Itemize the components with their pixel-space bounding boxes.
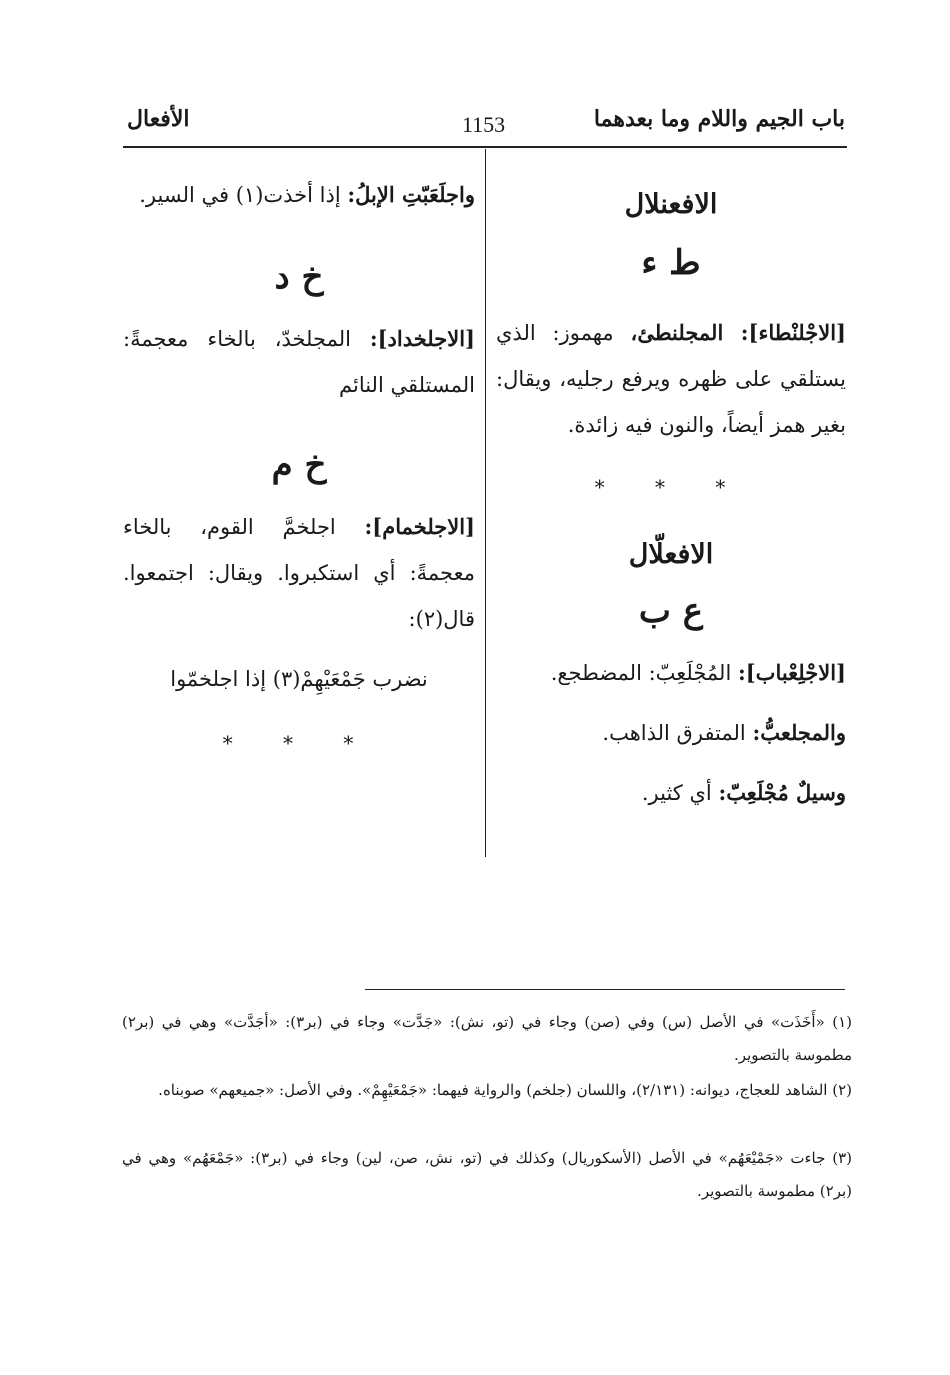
root-heading-ta-hamza: ط ء — [641, 243, 701, 283]
entry-definition: المُجْلَعِبّ: المضطجع. — [550, 661, 732, 685]
entry-definition: المجلخدّ، بالخاء معجمةً: المستلقي النائم — [123, 327, 475, 397]
root-heading-kha-dal: خ د — [274, 257, 324, 297]
root-heading-kha-mim: خ م — [271, 445, 327, 485]
entry-definition: إذا أخذت(١) في السير. — [139, 183, 341, 207]
entry-ijlikhdad — [123, 316, 475, 408]
right-column — [496, 182, 846, 816]
entry-headword: [الاجلخمام]: — [364, 514, 475, 539]
section-title-ifillal: الافعلّال — [628, 539, 714, 570]
entry-definition: اجلخمَّ القوم، بالخاء معجمةً: أي استكبروا. ويقال: اجتمعوا. قال(٢): — [123, 515, 475, 631]
root-heading-ain-ba: ع ب — [638, 591, 704, 631]
page-number: 1153 — [462, 112, 506, 137]
entry-headword: والمجلعبُّ: — [752, 720, 846, 745]
separator-stars: * * * — [222, 731, 376, 755]
entry-headword: [الاجلخداد]: — [369, 326, 475, 351]
separator-stars: * * * — [594, 475, 748, 499]
header-rule — [123, 146, 847, 148]
section-title-ifinlal: الافعنلال — [624, 189, 718, 220]
entry-headword: وسيلٌ مُجْلَعِبّ: — [718, 780, 846, 805]
chapter-heading: باب الجيم واللام وما بعدهما — [593, 106, 845, 132]
entry-sayl-mujlaib — [496, 770, 846, 816]
entry-definition: المتفرق الذاهب. — [602, 721, 746, 745]
entry-definition: أي كثير. — [641, 781, 712, 805]
entry-headword: [الاجْلِعْباب]: — [737, 660, 846, 685]
footnote-1: (١) «أَخَذَت» في الأصل (س) وفي (صن) وجاء في (تو، نش): «جَدَّت» وجاء في (بر٣): «أجَدَّت» وهي في (بر٢) مطموسة بالتصوير. — [122, 1013, 852, 1064]
entry-definition: مهموز: الذي يستلقي على ظهره ويرفع رجليه، ويقال: بغير همز أيضاً، والنون فيه زائدة. — [496, 321, 846, 437]
entry-ijlaabbat — [123, 172, 475, 218]
entry-headword: [الاجْلنْطاء]: المجلنطئ، — [630, 320, 846, 345]
entry-ijlinta — [496, 310, 846, 448]
left-column — [123, 172, 475, 766]
column-divider — [485, 149, 486, 857]
section-heading: الأفعال — [127, 106, 190, 132]
verse-line: نضرب جَمْعَيْهِمْ(٣) إذا اجلخمّوا — [170, 667, 428, 691]
footnote-2: (٢) الشاهد للعجاج، ديوانه: (٢/١٣١)، واللسان (جلخم) والرواية فيهما: «جَمْعَيْهِمْ». وفي الأصل: «جميعهم» صوبناه. — [158, 1081, 852, 1099]
entry-ijlikhmam — [123, 504, 475, 642]
footnote-rule — [365, 989, 845, 990]
entry-ijliibab — [496, 650, 846, 696]
footnote-3: (٣) جاءت «جَمْيْعَهُم» في الأصل (الأسكوريال) وكذلك في (تو، نش، صن، لين) وجاء في (بر٣): «جَمْعَهُم» وهي في (بر٢) مطموسة بالتصوير. — [122, 1149, 852, 1200]
entry-mujlaib — [496, 710, 846, 756]
entry-headword: واجلَعَبّتِ الإبلُ: — [347, 182, 475, 207]
